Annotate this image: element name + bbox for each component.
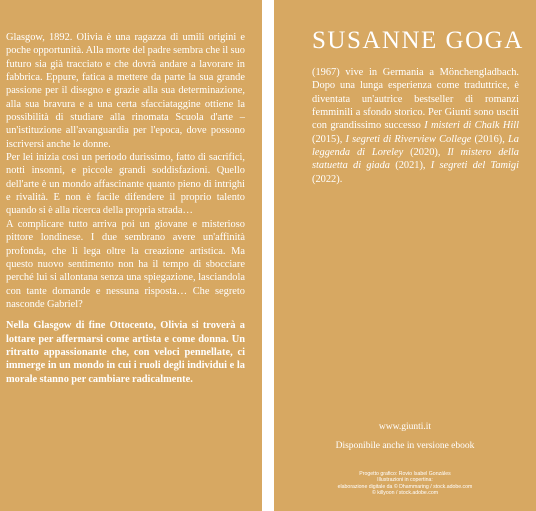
- book-year-4: (2021),: [390, 160, 431, 172]
- publisher-website: www.giunti.it: [378, 422, 432, 432]
- credit-line-digital: elaborazione digitale da © Dhammaring / stock.adobe.com: [337, 483, 473, 490]
- plot-paragraph-1: Glasgow, 1892. Olivia è una ragazza di umili origini e poche opportunità. Alla morte del padre sembra che il suo futuro sia già tracciato e che dovrà andare a lavorare in fabbrica. Eppure, fatica a mettere da parte la sua grande passione per il disegno e grazie alla sua determinazione, alla sua bravura e a una certa sfacciataggine ottiene la possibilità di studiare alla rinomata Scuola d'arte – un'istituzione all'avanguardia per l'epoca, dove possono iscriversi anche le donne.: [6, 32, 245, 150]
- left-flap: [0, 0, 262, 511]
- bio-intro: (1967) vive in Germania a Mönchengladbach. Dopo una lunga esperienza come traduttrice, è diventata un'autrice bestseller di romanzi femminili a sfondo storico. Per Giunti sono usciti con grandissimo successo: [312, 67, 519, 132]
- author-bio: [312, 66, 519, 186]
- plot-paragraph-3: A complicare tutto arriva poi un giovane e misterioso pittore londinese. I due sembrano avere un'affinità profonda, che li lega oltre la creazione artistica. Ma questo nuovo sentimento non ha il tempo di sbocciare perché lui si allontana senza una spiegazione, lasciandola con tante domande e nessuna risposta… Che segreto nasconde Gabriel?: [6, 218, 245, 310]
- book-year-5: (2022).: [312, 173, 343, 185]
- book-title-3: La leggenda di Loreley: [312, 133, 519, 159]
- book-year-3: (2020),: [403, 147, 448, 159]
- credit-line-design: Progetto grafico: Rovio Isabel Gonzáles: [359, 471, 451, 477]
- book-year-2: (2016),: [471, 133, 508, 145]
- ebook-notice: Disponibile anche in versione ebook: [335, 441, 475, 451]
- author-name: SUSANNE GOGA: [312, 27, 524, 54]
- book-title-5: I segreti del Tamigi: [430, 160, 519, 172]
- book-year-1: (2015),: [312, 133, 346, 145]
- credit-line-stock: © killyoon / stock.adobe.com: [371, 490, 439, 497]
- book-title-1: I misteri di Chalk Hill: [424, 120, 519, 132]
- right-flap: [274, 0, 536, 511]
- synopsis-paragraph: Nella Glasgow di fine Ottocento, Olivia si troverà a lottare per affermarsi come artista e come donna. Un ritratto appassionante che, con veloci pennellate, ci immerge in un mondo in cui i ruoli degli individui e la morale stanno per cambiare radicalmente.: [6, 320, 245, 385]
- plot-paragraph-2: Per lei inizia così un periodo durissimo, fatto di sacrifici, notti insonni, e piccole grandi soddisfazioni. Quello dell'arte è un mondo affascinante quanto pieno di intrighi e rivalità. E non è facile difendere il proprio talento quando si è alla ricerca della propria strada…: [6, 152, 245, 217]
- credit-line-illustrations: Illustrazioni in copertina:: [377, 477, 433, 484]
- book-title-2: I segreti di Riverview College: [345, 133, 472, 145]
- credits-block: [274, 471, 536, 497]
- book-title-4: Il mistero della statuetta di giada: [312, 147, 519, 172]
